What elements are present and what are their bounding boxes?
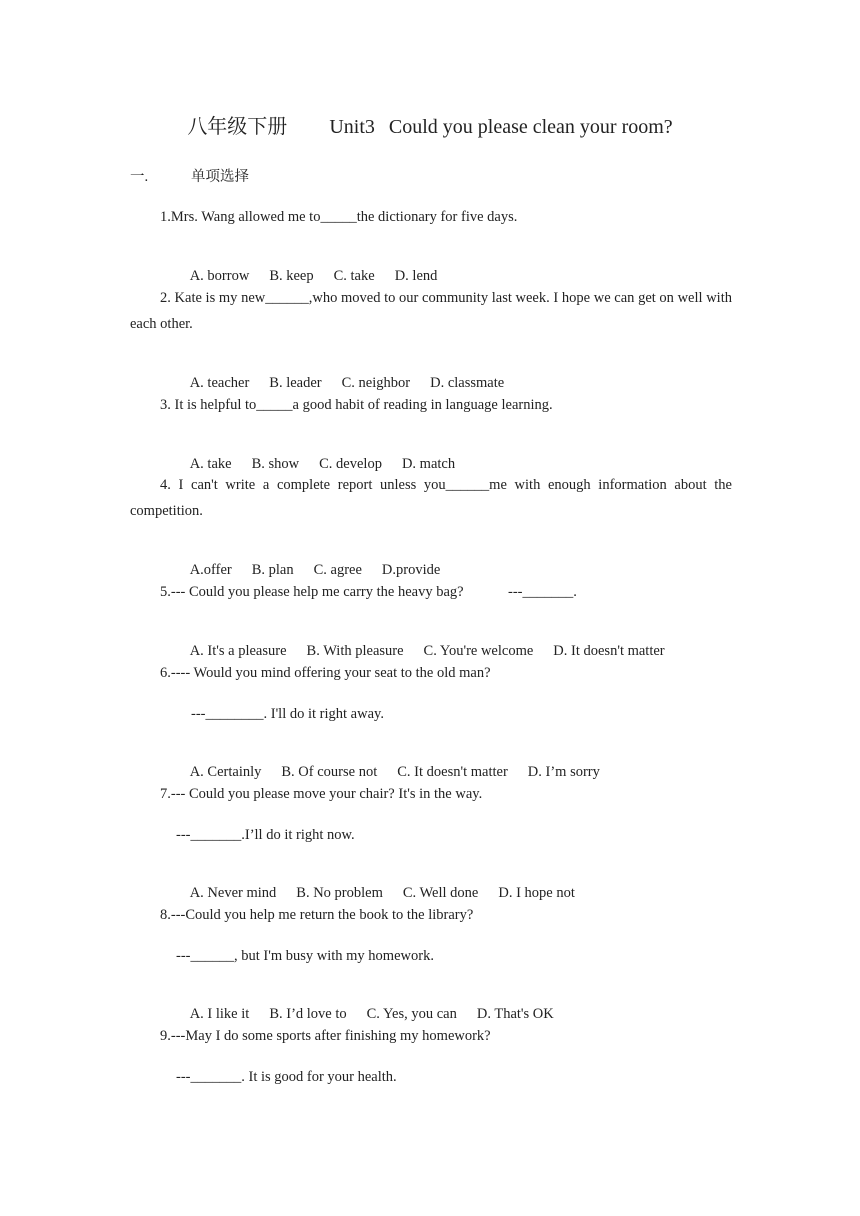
option-a: A. teacher (189, 375, 250, 391)
section-heading: 单项选择 (191, 169, 249, 185)
option-d: D. I hope not (498, 885, 575, 901)
question-8-stem: 8.---Could you help me return the book to the library? (160, 907, 474, 923)
option-a: A. take (189, 456, 232, 472)
option-b: B. keep (269, 268, 314, 284)
option-a: A. borrow (189, 268, 250, 284)
option-c: C. Yes, you can (366, 1006, 457, 1022)
option-b: B. Of course not (281, 764, 378, 780)
option-b: B. leader (269, 375, 322, 391)
question-4-stem: 4. I can't write a complete report unless you______me with enough information about the competition. (130, 477, 732, 519)
option-a: A. It's a pleasure (189, 643, 287, 659)
question-5-reply: ---_______. (508, 584, 577, 600)
question-1-stem: 1.Mrs. Wang allowed me to_____the dictionary for five days. (160, 209, 518, 225)
option-a: A.offer (189, 562, 232, 578)
option-d: D. It doesn't matter (553, 643, 665, 659)
option-c: C. It doesn't matter (397, 764, 508, 780)
option-c: C. You're welcome (423, 643, 534, 659)
question-7-reply: ---_______.I’ll do it right now. (176, 827, 355, 843)
question-6-reply: ---________. I'll do it right away. (191, 706, 384, 722)
title-unit: Unit3 (329, 116, 375, 138)
option-d: D. lend (394, 268, 438, 284)
question-7-stem: 7.--- Could you please move your chair? It's in the way. (160, 786, 483, 802)
question-2-stem: 2. Kate is my new______,who moved to our community last week. I hope we can get on well with each other. (130, 290, 732, 332)
question-9-stem: 9.---May I do some sports after finishing my homework? (160, 1028, 491, 1044)
title-topic: Could you please clean your room? (388, 116, 673, 138)
option-c: C. take (333, 268, 375, 284)
option-b: B. I’d love to (269, 1006, 347, 1022)
option-c: C. neighbor (341, 375, 411, 391)
option-b: B. plan (251, 562, 294, 578)
option-d: D. match (401, 456, 456, 472)
option-d: D.provide (381, 562, 441, 578)
option-c: C. develop (319, 456, 382, 472)
title-grade: 八年级下册 (187, 116, 288, 138)
option-a: A. I like it (189, 1006, 250, 1022)
option-d: D. I’m sorry (527, 764, 600, 780)
option-a: A. Never mind (189, 885, 277, 901)
option-c: C. agree (313, 562, 362, 578)
question-8-reply: ---______, but I'm busy with my homework. (176, 948, 434, 964)
question-5-stem: 5.--- Could you please help me carry the heavy bag? (160, 584, 464, 600)
option-b: B. No problem (296, 885, 383, 901)
option-b: B. With pleasure (306, 643, 404, 659)
question-3-stem: 3. It is helpful to_____a good habit of reading in language learning. (160, 397, 553, 413)
section-number: 一. (130, 169, 149, 185)
option-c: C. Well done (402, 885, 479, 901)
option-d: D. That's OK (476, 1006, 554, 1022)
question-6-stem: 6.---- Would you mind offering your seat to the old man? (160, 665, 491, 681)
page-title (0, 114, 860, 140)
option-d: D. classmate (430, 375, 505, 391)
question-9-reply: ---_______. It is good for your health. (176, 1069, 397, 1085)
option-a: A. Certainly (189, 764, 262, 780)
option-b: B. show (251, 456, 300, 472)
